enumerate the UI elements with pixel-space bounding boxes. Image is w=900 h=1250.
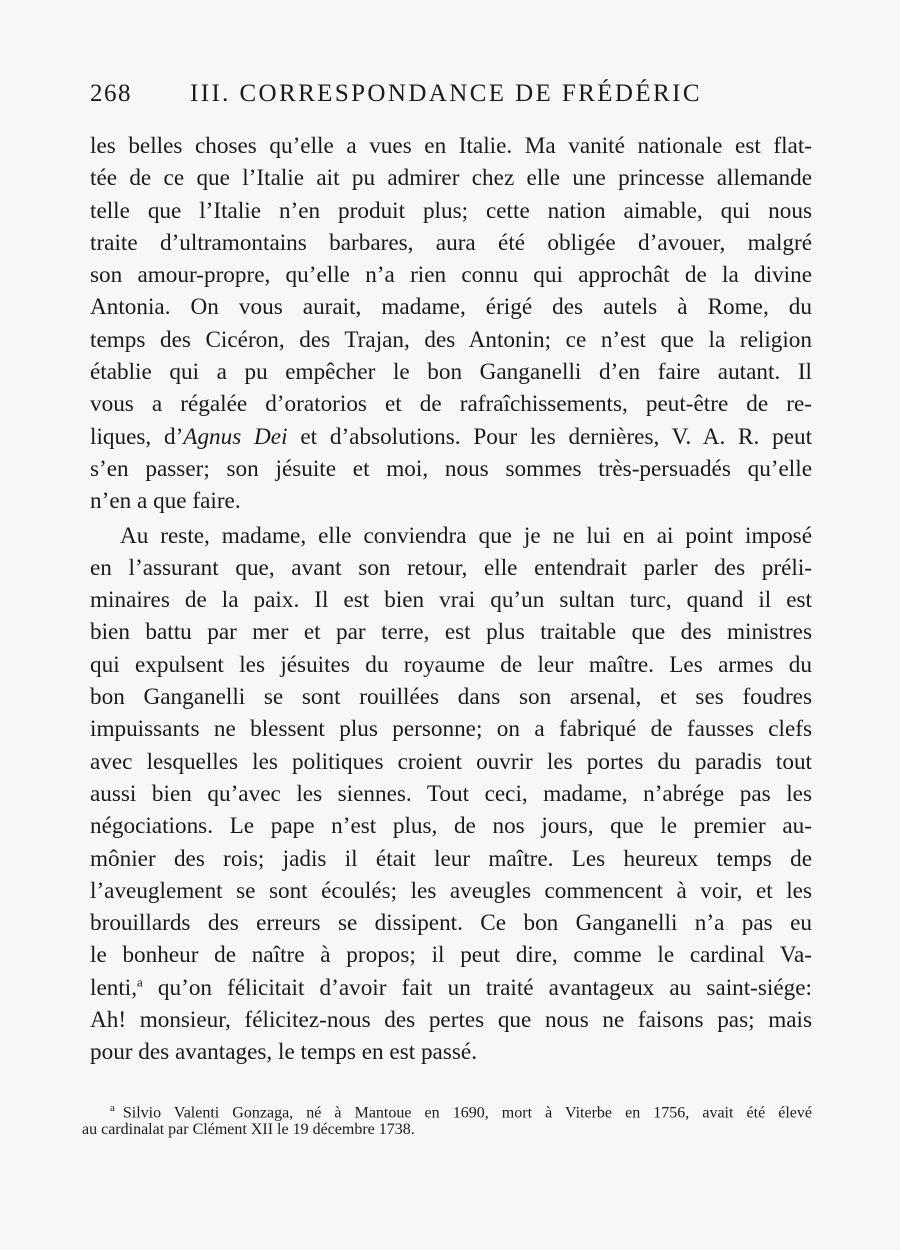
text-line: établie qui a pu empêcher le bon Ganganelli d’en faire autant. Il — [90, 359, 812, 386]
text-fragment: qu’on félicitait d’avoir fait un traité avantageux au saint-siége: — [142, 974, 812, 1001]
paragraph-2 — [90, 520, 812, 1069]
text-line: aussi bien qu’avec les siennes. Tout ceci, madame, n’abrége pas les — [90, 780, 812, 807]
text-line: impuissants ne blessent plus personne; on a fabriqué de fausses clefs — [90, 716, 812, 743]
text-line: bon Ganganelli se sont rouillées dans son arsenal, et ses foudres — [90, 684, 812, 711]
text-fragment: lenti, — [90, 974, 138, 1001]
text-line: en l’assurant que, avant son retour, elle entendrait parler des préli- — [90, 554, 812, 581]
text-line: bien battu par mer et par terre, est plus traitable que des ministres — [90, 619, 812, 646]
footnote-line — [82, 1097, 812, 1122]
text-line: son amour-propre, qu’elle n’a rien connu qui approchât de la divine — [90, 262, 812, 289]
running-head-title: III. CORRESPONDANCE DE FRÉDÉRIC — [190, 80, 702, 107]
italic-latin-term: Agnus Dei — [183, 423, 288, 450]
text-fragment: liques, d’ — [90, 423, 184, 450]
body-text — [90, 130, 812, 1069]
text-line: Antonia. On vous aurait, madame, érigé des autels à Rome, du — [90, 294, 812, 321]
text-line: négociations. Le pape n’est plus, de nos jours, que le premier au- — [90, 813, 812, 840]
text-line: Au reste, madame, elle conviendra que je ne lui en ai point imposé — [120, 522, 812, 549]
footnote-line: au cardinalat par Clément XII le 19 décembre 1738. — [82, 1121, 415, 1138]
text-line: vous a régalée d’oratorios et de rafraîchissements, peut-être de re- — [90, 391, 812, 418]
text-line: avec lesquelles les politiques croient ouvrir les portes du paradis tout — [90, 748, 812, 775]
text-line-agnus-dei — [90, 421, 812, 453]
text-line-note-ref — [90, 972, 812, 1004]
text-line: mônier des rois; jadis il était leur maître. Les heureux temps de — [90, 845, 812, 872]
footnote — [82, 1097, 812, 1141]
text-line: n’en a que faire. — [90, 488, 241, 515]
text-line: les belles choses qu’elle a vues en Italie. Ma vanité nationale est flat- — [90, 133, 812, 159]
text-line: Ah! monsieur, félicitez-nous des pertes que nous ne faisons pas; mais — [90, 1007, 812, 1034]
running-head — [90, 80, 810, 116]
text-line: qui expulsent les jésuites du royaume de leur maître. Les armes du — [90, 651, 812, 678]
text-line: pour des avantages, le temps en est passé. — [90, 1039, 477, 1066]
text-line: traite d’ultramontains barbares, aura été obligée d’avouer, malgré — [90, 229, 812, 256]
text-line: le bonheur de naître à propos; il peut dire, comme le cardinal Va- — [90, 942, 812, 969]
text-line: telle que l’Italie n’en produit plus; cette nation aimable, qui nous — [90, 197, 812, 224]
text-line: tée de ce que l’Italie ait pu admirer chez elle une princesse allemande — [90, 165, 812, 192]
text-line: s’en passer; son jésuite et moi, nous sommes très-persuadés qu’elle — [90, 455, 812, 482]
text-fragment: et d’absolutions. Pour les dernières, V. A. R. peut — [287, 423, 813, 450]
text-line: temps des Cicéron, des Trajan, des Antonin; ce n’est que la religion — [90, 326, 812, 353]
page-number: 268 — [90, 80, 132, 107]
text-line: brouillards des erreurs se dissipent. Ce bon Ganganelli n’a pas eu — [90, 910, 812, 937]
footnote-text: Silvio Valenti Gonzaga, né à Mantoue en 1690, mort à Viterbe en 1756, avait été élevé — [122, 1104, 812, 1122]
footnote-reference: a — [137, 973, 143, 989]
paragraph-1 — [90, 130, 812, 518]
text-line: minaires de la paix. Il est bien vrai qu’un sultan turc, quand il est — [90, 587, 812, 614]
footnote-mark: a — [110, 1102, 115, 1114]
text-line: l’aveuglement se sont écoulés; les aveugles commencent à voir, et les — [90, 877, 812, 904]
